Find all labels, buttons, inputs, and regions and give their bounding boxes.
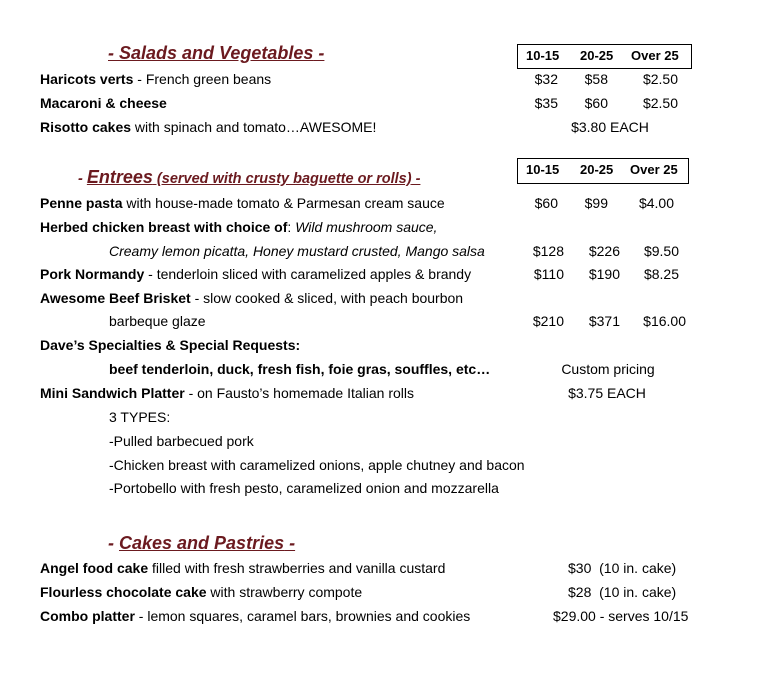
price-10-15: $60 [534,195,558,211]
menu-item-macaroni: Macaroni & cheese [40,95,167,111]
col-header-over-25: Over 25 [631,48,679,63]
price-over-25: $9.50 [643,243,679,259]
price-20-25: $371 [588,313,620,329]
menu-item-brisket-cont: barbeque glaze [109,313,206,329]
price-10-15: $210 [532,313,564,329]
price-platter: $29.00 - serves 10/15 [553,608,689,624]
section-title-salads: - Salads and Vegetables - [108,43,325,63]
menu-item-chicken: Herbed chicken breast with choice of: Wild mushroom sauce, [40,219,438,235]
price-20-25: $58 [584,71,608,87]
sandwich-type: -Portobello with fresh pesto, caramelized onion and mozzarella [109,480,499,496]
section-title-cakes: - Cakes and Pastries - [108,533,296,553]
price-over-25: $4.00 [638,195,674,211]
price-cake: $30 (10 in. cake) [568,560,677,576]
price-over-25: $16.00 [643,313,686,329]
price-header-salads [517,44,692,69]
menu-item-haricots: Haricots verts - French green beans [40,71,272,87]
menu-item-pork: Pork Normandy - tenderloin sliced with caramelized apples & brandy [40,266,472,282]
price-10-15: $128 [532,243,564,259]
price-20-25: $99 [584,195,608,211]
sandwich-types-label: 3 TYPES: [109,409,171,425]
sandwich-type: -Chicken breast with caramelized onions, apple chutney and bacon [109,457,525,473]
price-header-entrees [517,158,689,184]
col-header-10-15: 10-15 [526,48,560,63]
price-over-25: $2.50 [642,71,678,87]
menu-item-angel-cake: Angel food cake filled with fresh strawberries and vanilla custard [40,560,446,576]
section-title-entrees: - Entrees (served with crusty baguette or rolls) - [78,167,421,187]
col-header-over-25: Over 25 [630,162,678,177]
menu-item-chocolate-cake: Flourless chocolate cake with strawberry compote [40,584,363,600]
price-20-25: $226 [588,243,620,259]
col-header-20-25: 20-25 [580,48,614,63]
col-header-20-25: 20-25 [580,162,614,177]
price-10-15: $32 [534,71,558,87]
menu-item-sandwich: Mini Sandwich Platter - on Fausto’s homemade Italian rolls [40,385,415,401]
price-each: $3.80 EACH [571,119,649,135]
menu-item-penne: Penne pasta with house-made tomato & Parmesan cream sauce [40,195,445,211]
price-10-15: $35 [534,95,558,111]
price-each: $3.75 EACH [568,385,646,401]
menu-item-combo-platter: Combo platter - lemon squares, caramel bars, brownies and cookies [40,608,471,624]
price-20-25: $60 [584,95,608,111]
price-over-25: $2.50 [642,95,678,111]
sandwich-type: -Pulled barbecued pork [109,433,254,449]
price-over-25: $8.25 [643,266,679,282]
price-cake: $28 (10 in. cake) [568,584,677,600]
price-20-25: $190 [588,266,620,282]
col-header-10-15: 10-15 [526,162,560,177]
menu-item-risotto: Risotto cakes with spinach and tomato…AWESOME! [40,119,377,135]
menu-item-brisket: Awesome Beef Brisket - slow cooked & sliced, with peach bourbon [40,290,464,306]
menu-item-specialties-list: beef tenderloin, duck, fresh fish, foie gras, souffles, etc… [109,361,491,377]
menu-item-chicken-options: Creamy lemon picatta, Honey mustard crusted, Mango salsa [109,243,485,259]
price-10-15: $110 [533,266,564,282]
price-custom: Custom pricing [561,361,655,377]
menu-item-specialties: Dave’s Specialties & Special Requests: [40,337,301,353]
